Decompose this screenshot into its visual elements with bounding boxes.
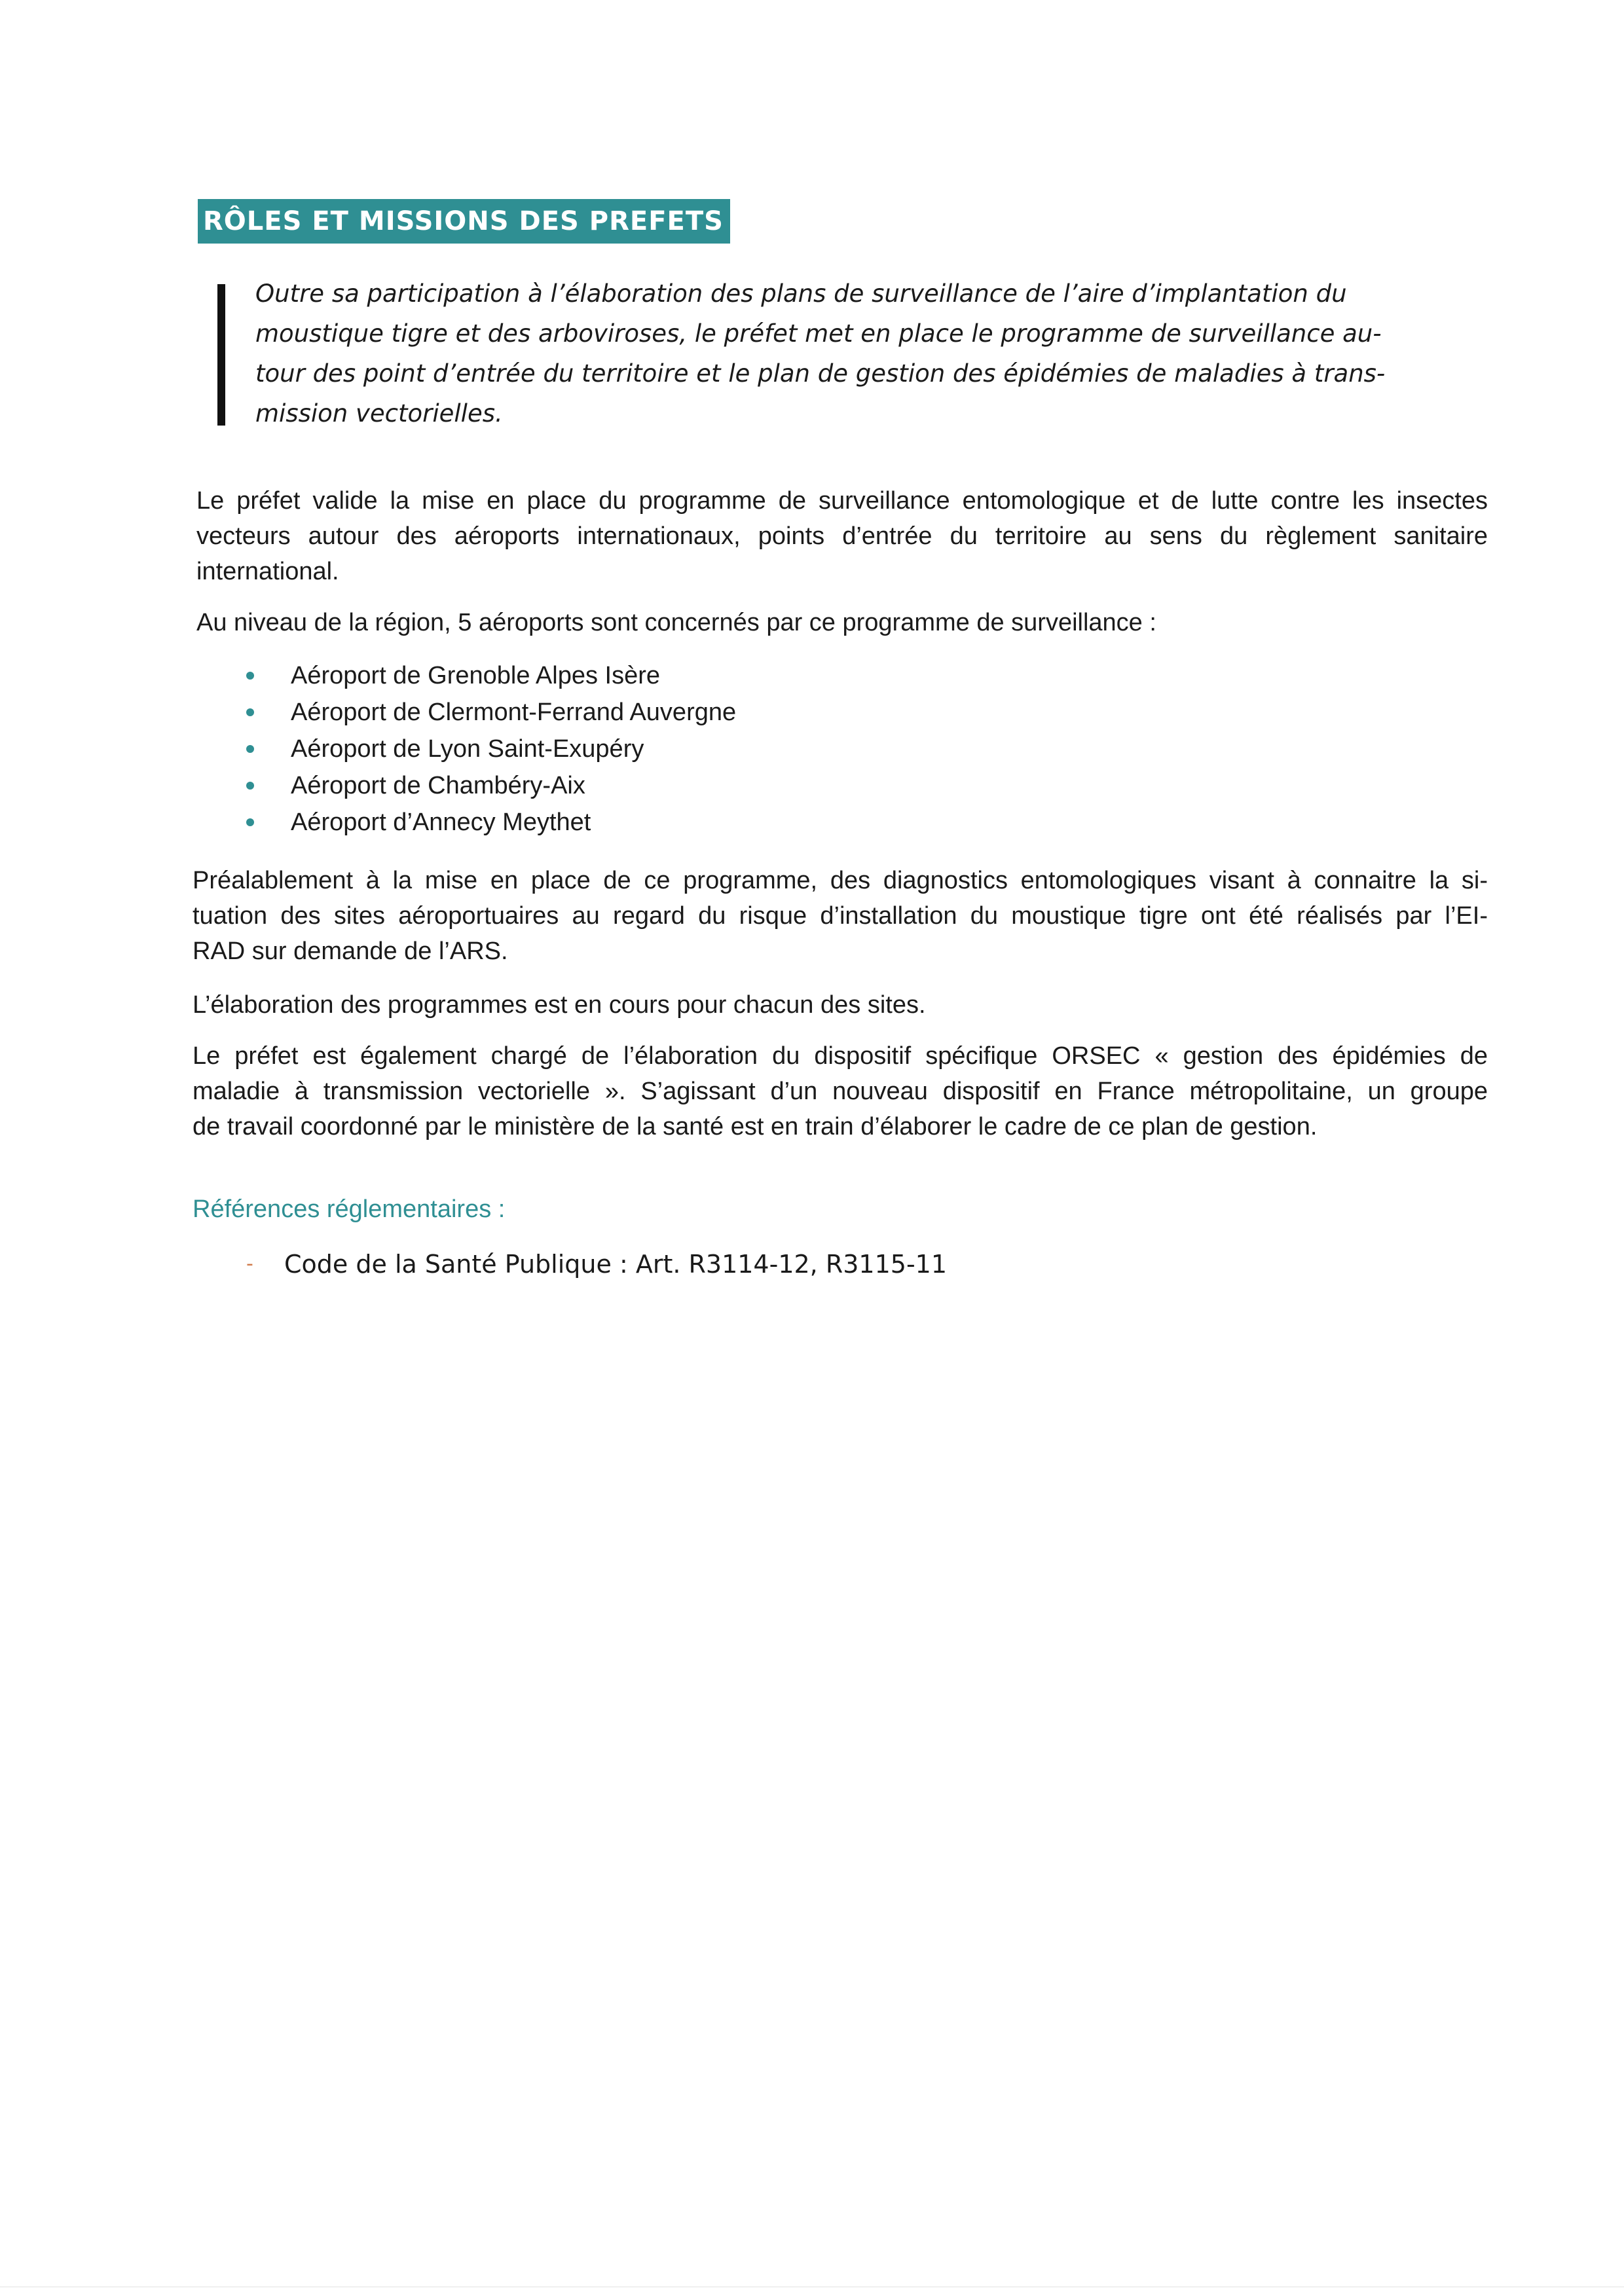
airport-name: Aéroport de Chambéry-Aix — [291, 772, 585, 799]
airport-name: Aéroport d’Annecy Meythet — [291, 809, 591, 836]
list-item — [196, 657, 1113, 694]
intro-line: tour des point d’entrée du territoire et le plan de gestion des épidémies de maladies à trans- — [255, 359, 1386, 388]
paragraph-line: de travail coordonné par le ministère de la santé est en train d’élaborer le cadre de ce plan de gestion. — [193, 1113, 1318, 1140]
section-title: RÔLES ET MISSIONS DES PREFETS — [198, 199, 730, 244]
paragraph-line: maladie à transmission vectorielle ». S’agissant d’un nouveau dispositif en France métropolitaine, un groupe — [193, 1078, 1488, 1105]
paragraph-line: L’élaboration des programmes est en cours pour chacun des sites. — [193, 991, 926, 1019]
paragraph-4 — [193, 987, 1484, 1023]
airport-name: Aéroport de Grenoble Alpes Isère — [291, 662, 661, 689]
paragraph-line: Au niveau de la région, 5 aéroports sont concernés par ce programme de surveillance : — [196, 609, 1156, 636]
intro-line: mission vectorielles. — [255, 399, 503, 428]
paragraph-line: vecteurs autour des aéroports internationaux, points d’entrée du territoire au sens du règlement sanitaire — [196, 522, 1488, 550]
page-edge-line — [0, 2286, 1624, 2287]
bullet-icon — [246, 672, 254, 680]
references-title: Références réglementaires : — [193, 1195, 506, 1223]
paragraph-3 — [193, 863, 1488, 969]
paragraph-1 — [196, 483, 1488, 589]
references-list — [246, 1247, 947, 1282]
paragraph-line: Préalablement à la mise en place de ce programme, des diagnostics entomologiques visant à connaitre la si- — [193, 867, 1488, 894]
bullet-icon — [246, 818, 254, 826]
paragraph-2 — [196, 605, 1488, 640]
intro-line: Outre sa participation à l’élaboration des plans de surveillance de l’aire d’implantation du — [255, 280, 1347, 308]
reference-item — [246, 1247, 947, 1282]
bullet-icon — [246, 708, 254, 716]
list-item — [196, 767, 1113, 804]
intro-line: moustique tigre et des arboviroses, le préfet met en place le programme de surveillance au- — [255, 319, 1382, 348]
dash-icon: - — [246, 1252, 253, 1275]
bullet-icon — [246, 782, 254, 790]
paragraph-line: Le préfet valide la mise en place du programme de surveillance entomologique et de lutte contre les insectes — [196, 487, 1488, 515]
paragraph-line: international. — [196, 558, 339, 585]
paragraph-line: Le préfet est également chargé de l’élaboration du dispositif spécifique ORSEC « gestion des épidémies de — [193, 1042, 1488, 1070]
paragraph-line: RAD sur demande de l’ARS. — [193, 938, 508, 965]
intro-quote-bar — [217, 284, 225, 426]
airport-name: Aéroport de Clermont-Ferrand Auvergne — [291, 699, 737, 726]
paragraph-5 — [193, 1038, 1488, 1144]
airport-list — [196, 657, 1113, 841]
list-item — [196, 694, 1113, 731]
airport-name: Aéroport de Lyon Saint-Exupéry — [291, 735, 644, 763]
paragraph-line: tuation des sites aéroportuaires au regard du risque d’installation du moustique tigre ont été réalisés par l’EI- — [193, 902, 1488, 930]
bullet-icon — [246, 745, 254, 753]
reference-text: Code de la Santé Publique : Art. R3114-12, R3115-11 — [284, 1250, 948, 1279]
intro-quote — [255, 274, 1408, 433]
list-item — [196, 731, 1113, 767]
list-item — [196, 804, 1113, 841]
